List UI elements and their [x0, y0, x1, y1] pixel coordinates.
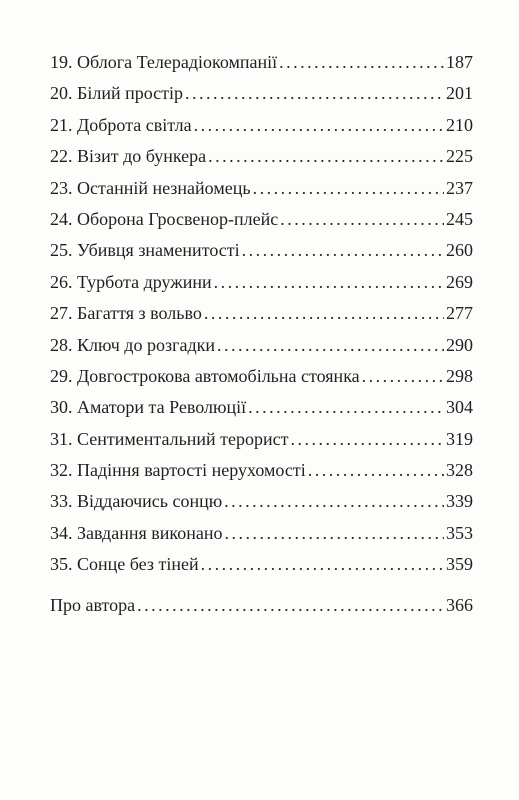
dot-leader — [291, 424, 444, 455]
dot-leader — [224, 518, 444, 549]
dot-leader — [242, 235, 444, 266]
toc-entry-page-number: 353 — [446, 522, 473, 543]
toc-entry — [50, 392, 473, 423]
appendix-section — [50, 590, 473, 621]
toc-entry-title: 31. Сентиментальний терорист — [50, 428, 289, 449]
dot-leader — [137, 590, 444, 621]
dot-leader — [204, 298, 444, 329]
toc-entry-page-number: 187 — [446, 52, 473, 72]
toc-entry-title: 29. Довгострокова автомобільна стоянка — [50, 365, 360, 386]
toc-entry-page-number: 277 — [446, 303, 473, 324]
toc-entry-page-number: 260 — [446, 240, 473, 261]
dot-leader — [194, 110, 444, 141]
toc-entry — [50, 361, 473, 392]
toc-entry-page-number: 339 — [446, 491, 473, 512]
toc-entry-title: Про автора — [50, 595, 136, 615]
toc-entry — [50, 424, 473, 455]
toc-entry — [50, 267, 473, 298]
dot-leader — [362, 361, 444, 392]
table-of-contents — [50, 47, 473, 581]
toc-entry-page-number: 328 — [446, 460, 473, 481]
toc-entry-title: 21. Доброта світла — [50, 114, 192, 135]
toc-entry — [50, 78, 473, 109]
toc-entry — [50, 141, 473, 172]
toc-entry — [50, 298, 473, 329]
toc-entry-page-number: 237 — [446, 177, 473, 198]
toc-entry — [50, 110, 473, 141]
toc-entry-page-number: 359 — [446, 554, 473, 575]
toc-entry-title: 33. Віддаючись сонцю — [50, 491, 223, 512]
toc-entry-title: 28. Ключ до розгадки — [50, 334, 215, 355]
toc-entry-title: 27. Багаття з вольво — [50, 303, 202, 324]
dot-leader — [201, 549, 444, 580]
dot-leader — [308, 455, 444, 486]
toc-entry-page-number: 319 — [446, 428, 473, 449]
toc-entry-title: 19. Облога Телерадіокомпанії — [50, 52, 278, 72]
dot-leader — [279, 47, 444, 78]
toc-entry-about-author — [50, 590, 473, 621]
toc-entry-page-number: 269 — [446, 271, 473, 292]
toc-entry — [50, 486, 473, 517]
toc-entry — [50, 455, 473, 486]
toc-entry — [50, 549, 473, 580]
toc-entry-page-number: 304 — [446, 397, 473, 418]
toc-entry-page-number: 201 — [446, 83, 473, 104]
toc-entry-page-number: 298 — [446, 365, 473, 386]
toc-entry-title: 23. Останній незнайомець — [50, 177, 251, 198]
toc-entry-title: 25. Убивця знаменитості — [50, 240, 240, 261]
toc-entry — [50, 330, 473, 361]
dot-leader — [208, 141, 444, 172]
toc-entry-title: 35. Сонце без тіней — [50, 554, 199, 575]
toc-entry — [50, 173, 473, 204]
toc-entry-title: 26. Турбота дружини — [50, 271, 212, 292]
dot-leader — [280, 204, 444, 235]
toc-entry-page-number: 366 — [446, 595, 473, 615]
toc-entry-page-number: 210 — [446, 114, 473, 135]
toc-entry-title: 22. Візит до бункера — [50, 146, 207, 167]
toc-entry-page-number: 225 — [446, 146, 473, 167]
toc-entry — [50, 518, 473, 549]
toc-entry-page-number: 290 — [446, 334, 473, 355]
dot-leader — [217, 330, 444, 361]
toc-entry-title: 20. Білий простір — [50, 83, 184, 104]
toc-entry — [50, 47, 473, 78]
dot-leader — [253, 173, 444, 204]
toc-entry-title: 32. Падіння вартості нерухомості — [50, 460, 306, 481]
dot-leader — [214, 267, 444, 298]
toc-entry-title: 30. Аматори та Революції — [50, 397, 247, 418]
toc-entry-page-number: 245 — [446, 208, 473, 229]
toc-entry — [50, 235, 473, 266]
dot-leader — [185, 78, 444, 109]
dot-leader — [248, 392, 444, 423]
toc-entry — [50, 204, 473, 235]
dot-leader — [224, 486, 444, 517]
toc-entry-title: 24. Оборона Гросвенор-плейс — [50, 208, 279, 229]
toc-entry-title: 34. Завдання виконано — [50, 522, 223, 543]
